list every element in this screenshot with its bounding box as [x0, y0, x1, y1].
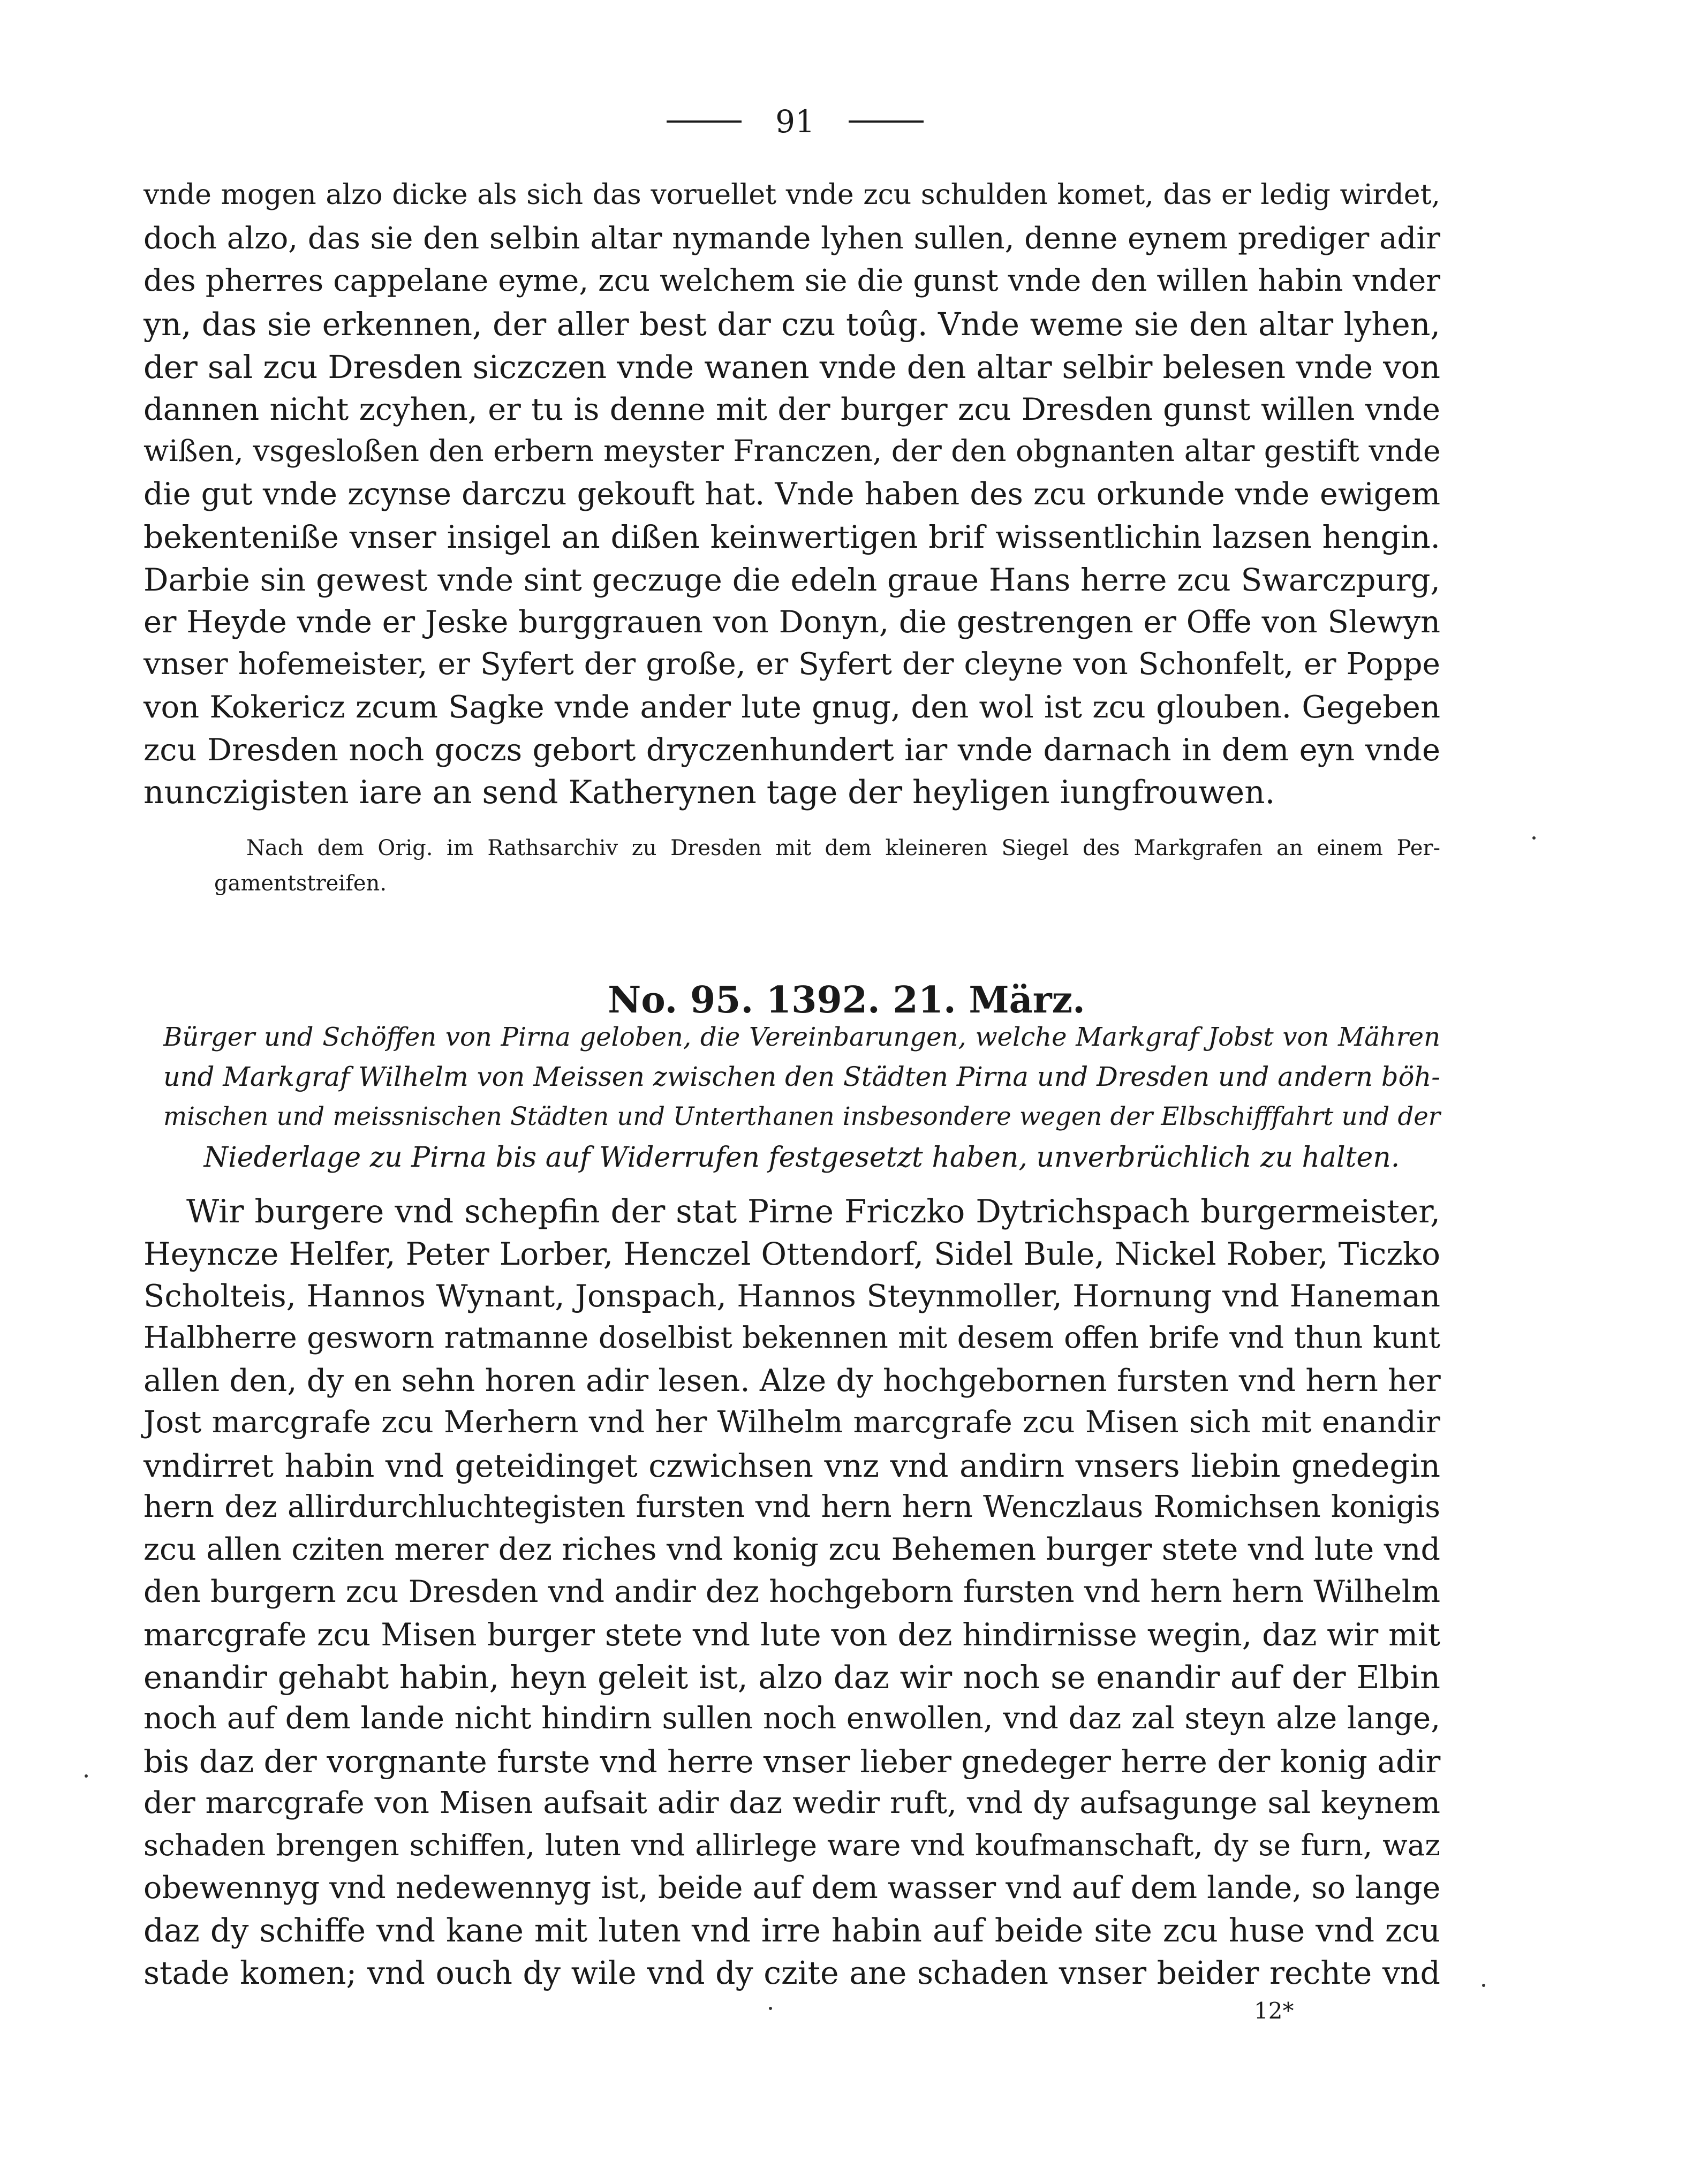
- text-line: Darbie sin gewest vnde sint geczuge die edeln graue Hans herre zcu Swarczpurg,: [143, 562, 1440, 598]
- text-line: obewennyg vnd nedewennyg ist, beide auf dem wasser vnd auf dem lande, so lange: [143, 1870, 1441, 1906]
- text-line: vnde mogen alzo dicke als sich das voruellet vnde zcu schulden komet, das er ledig wirdet,: [143, 179, 1440, 211]
- header-rule-left: [667, 120, 742, 123]
- text-line: den burgern zcu Dresden vnd andir dez hochgeborn fursten vnd hern hern Wilhelm: [143, 1574, 1441, 1609]
- document-title: No. 95. 1392. 21. März.: [608, 979, 1085, 1022]
- text-line: schaden brengen schiffen, luten vnd allirlege ware vnd koufmanschaft, dy se furn, waz: [143, 1828, 1440, 1862]
- summary-line: Bürger und Schöffen von Pirna geloben, die Vereinbarungen, welche Markgraf Jobst von Mähren: [163, 1022, 1440, 1052]
- scan-speck: [85, 1774, 88, 1778]
- summary-line: Niederlage zu Pirna bis auf Widerrufen festgesetzt haben, unverbrüchlich zu halten.: [203, 1142, 1400, 1174]
- page-header: [667, 97, 924, 146]
- text-line: Scholteis, Hannos Wynant, Jonspach, Hannos Steynmoller, Hornung vnd Haneman: [143, 1278, 1440, 1314]
- summary-line: mischen und meissnischen Städten und Unterthanen insbesondere wegen der Elbschifffahrt und der: [163, 1102, 1440, 1131]
- text-line: Heyncze Helfer, Peter Lorber, Henczel Ottendorf, Sidel Bule, Nickel Rober, Ticzko: [143, 1236, 1440, 1272]
- scan-speck: [1532, 836, 1536, 840]
- text-line: Jost marcgrafe zcu Merhern vnd her Wilhelm marcgrafe zcu Misen sich mit enandir: [143, 1405, 1440, 1440]
- scan-speck: [1482, 1984, 1485, 1987]
- text-line: wißen, vsgesloßen den erbern meyster Franczen, der den obgnanten altar gestift vnde: [143, 434, 1441, 468]
- text-line: enandir gehabt habin, heyn geleit ist, alzo daz wir noch se enandir auf der Elbin: [143, 1659, 1440, 1696]
- text-line: der marcgrafe von Misen aufsait adir daz wedir ruft, vnd dy aufsagunge sal keynem: [143, 1786, 1440, 1820]
- text-line: doch alzo, das sie den selbin altar nymande lyhen sullen, denne eynem prediger adir: [143, 221, 1440, 256]
- text-line: des pherres cappelane eyme, zcu welchem sie die gunst vnde den willen habin vnder: [143, 263, 1440, 298]
- text-line: nunczigisten iare an send Katherynen tage der heyligen iungfrouwen.: [143, 774, 1275, 811]
- page-number: 91: [775, 103, 815, 140]
- text-line: noch auf dem lande nicht hindirn sullen noch enwollen, vnd daz zal steyn alze lange,: [143, 1701, 1440, 1736]
- note-line: Nach dem Orig. im Rathsarchiv zu Dresden mit dem kleineren Siegel des Markgrafen an einem Per-: [246, 836, 1440, 860]
- signature-mark: 12*: [1254, 1998, 1294, 2024]
- text-line: zcu allen cziten merer dez riches vnd konig zcu Behemen burger stete vnd lute vnd: [143, 1532, 1440, 1567]
- text-line: yn, das sie erkennen, der aller best dar czu toûg. Vnde weme sie den altar lyhen,: [143, 306, 1440, 343]
- text-line: von Kokericz zcum Sagke vnde ander lute gnug, den wol ist zcu glouben. Gegeben: [143, 689, 1440, 725]
- note-line: gamentstreifen.: [214, 871, 387, 896]
- text-line: stade komen; vnd ouch dy wile vnd dy czite ane schaden vnser beider rechte vnd: [143, 1955, 1440, 1991]
- text-line: bis daz der vorgnante furste vnd herre vnser lieber gnedeger herre der konig adir: [143, 1743, 1441, 1780]
- text-line: er Heyde vnde er Jeske burggrauen von Donyn, die gestrengen er Offe von Slewyn: [143, 604, 1440, 640]
- text-line: bekenteniße vnser insigel an dißen keinwertigen brif wissentlichin lazsen hengin.: [143, 519, 1440, 555]
- text-line: vnser hofemeister, er Syfert der große, er Syfert der cleyne von Schonfelt, er Poppe: [143, 647, 1440, 682]
- summary-line: und Markgraf Wilhelm von Meissen zwischen den Städten Pirna und Dresden und andern böh-: [163, 1061, 1440, 1092]
- text-line: der sal zcu Dresden siczczen vnde wanen vnde den altar selbir belesen vnde von: [143, 349, 1440, 386]
- text-line: Wir burgere vnd schepfin der stat Pirne Friczko Dytrichspach burgermeister,: [186, 1193, 1440, 1230]
- text-line: die gut vnde zcynse darczu gekouft hat. Vnde haben des zcu orkunde vnde ewigem: [143, 477, 1440, 512]
- text-line: daz dy schiffe vnd kane mit luten vnd irre habin auf beide site zcu huse vnd zcu: [143, 1913, 1440, 1949]
- text-line: hern dez allirdurchluchtegisten fursten vnd hern hern Wenczlaus Romichsen konigis: [143, 1490, 1440, 1524]
- text-line: allen den, dy en sehn horen adir lesen. Alze dy hochgebornen fursten vnd hern her: [143, 1363, 1441, 1399]
- text-line: vndirret habin vnd geteidinget czwichsen vnz vnd andirn vnsers liebin gnedegin: [143, 1447, 1440, 1484]
- text-line: zcu Dresden noch goczs gebort dryczenhundert iar vnde darnach in dem eyn vnde: [143, 732, 1440, 768]
- text-line: marcgrafe zcu Misen burger stete vnd lute von dez hindirnisse wegin, daz wir mit: [143, 1616, 1440, 1653]
- text-line: dannen nicht zcyhen, er tu is denne mit der burger zcu Dresden gunst willen vnde: [143, 391, 1440, 427]
- header-rule-right: [849, 120, 924, 123]
- text-line: Halbherre gesworn ratmanne doselbist bekennen mit desem offen brife vnd thun kunt: [143, 1320, 1440, 1355]
- scan-speck: [769, 2007, 772, 2010]
